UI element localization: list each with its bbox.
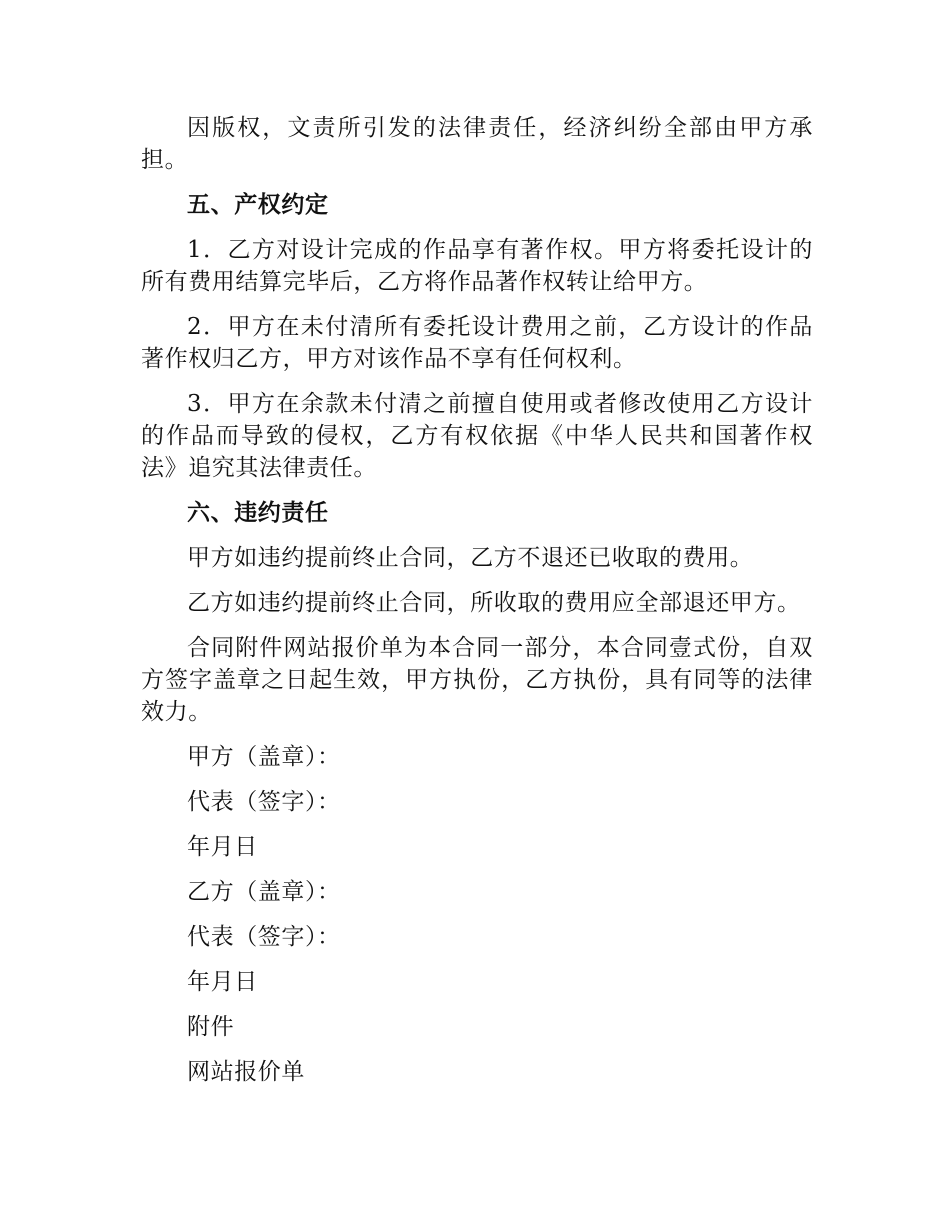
section-5-item-3: 3．甲方在余款未付清之前擅自使用或者修改使用乙方设计的作品而导致的侵权，乙方有权依据《中华人民共和国著作权法》追究其法律责任。 [141, 391, 813, 481]
party-a-representative-line: 代表（签字）： [187, 789, 341, 815]
section-6-paragraph-2: 乙方如违约提前终止合同，所收取的费用应全部退还甲方。 [187, 590, 801, 616]
party-a-seal-line: 甲方（盖章）： [187, 744, 341, 770]
section-6-heading: 六、违约责任 [187, 499, 329, 526]
section-6-paragraph-3: 合同附件网站报价单为本合同一部分，本合同壹式份，自双方签字盖章之日起生效，甲方执份，乙方执份，具有同等的法律效力。 [141, 635, 813, 725]
party-b-date-line: 年月日 [187, 969, 258, 995]
section-5-item-1: 1．乙方对设计完成的作品享有著作权。甲方将委托设计的所有费用结算完毕后，乙方将作品著作权转让给甲方。 [141, 237, 813, 295]
section-5-item-2: 2．甲方在未付清所有委托设计费用之前，乙方设计的作品著作权归乙方，甲方对该作品不享有任何权利。 [141, 314, 813, 372]
attachment-label: 附件 [187, 1014, 235, 1040]
attachment-name: 网站报价单 [187, 1059, 305, 1085]
section-6-paragraph-1: 甲方如违约提前终止合同，乙方不退还已收取的费用。 [187, 545, 754, 571]
party-b-seal-line: 乙方（盖章）： [187, 879, 341, 905]
party-b-representative-line: 代表（签字）： [187, 924, 341, 950]
section-5-heading: 五、产权约定 [187, 191, 329, 218]
party-a-date-line: 年月日 [187, 834, 258, 860]
document-body [141, 112, 813, 1101]
intro-paragraph: 因版权，文责所引发的法律责任，经济纠纷全部由甲方承担。 [141, 115, 813, 173]
